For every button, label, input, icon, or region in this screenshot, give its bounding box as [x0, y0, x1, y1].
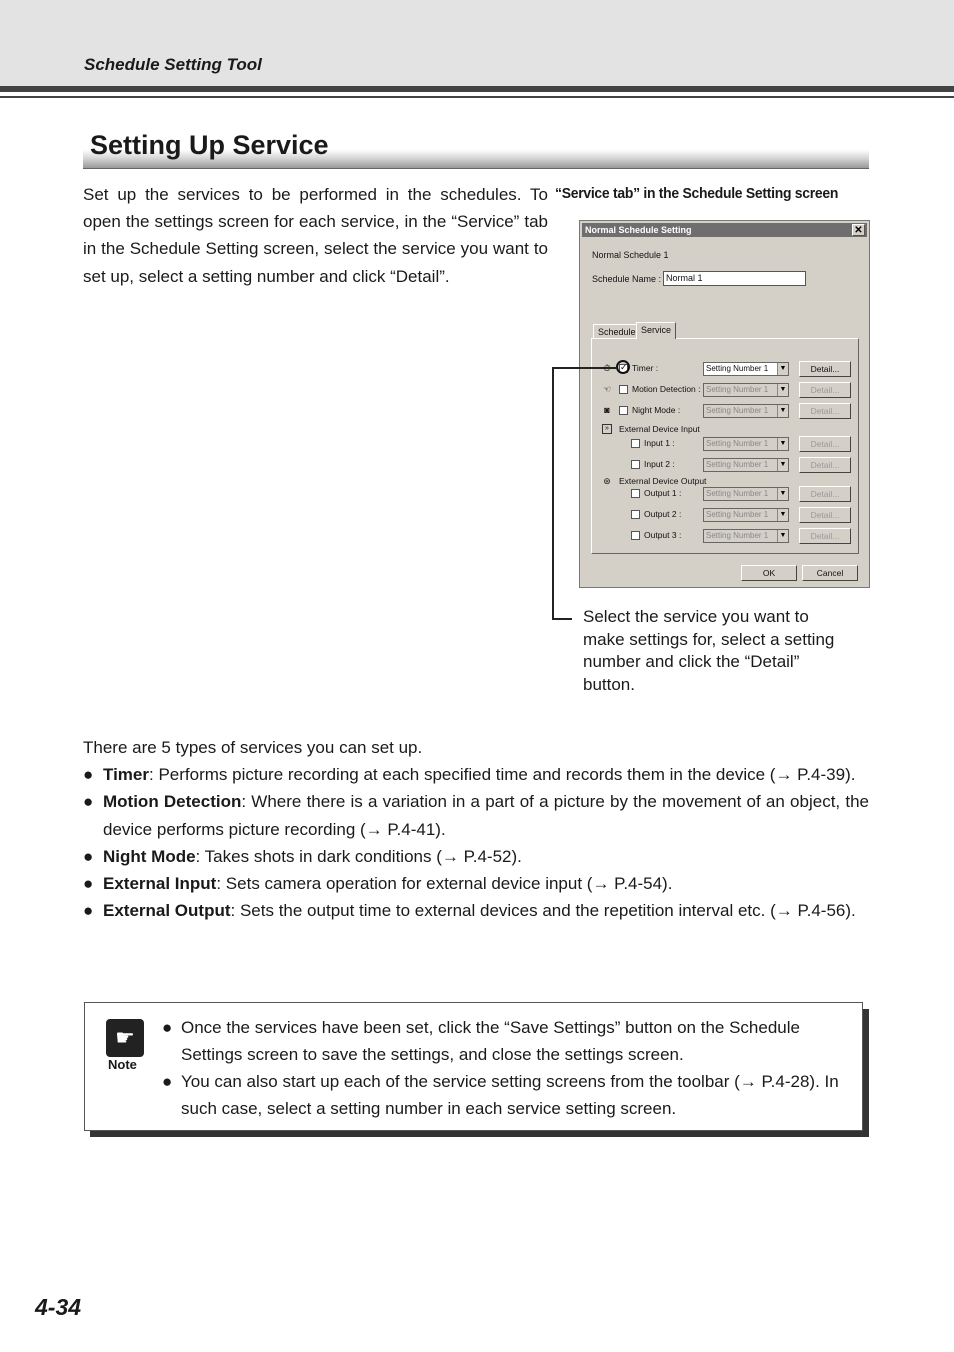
service-row-night	[592, 403, 860, 419]
motion-setting-value: Setting Number 1	[706, 385, 769, 394]
input-2-checkbox[interactable]	[631, 460, 640, 469]
night-checkbox[interactable]	[619, 406, 628, 415]
motion-detail-button[interactable]: Detail...	[799, 382, 851, 398]
chevron-down-icon: ▼	[777, 384, 788, 396]
motion-setting-select[interactable]	[703, 383, 789, 397]
running-header: Schedule Setting Tool	[84, 55, 262, 74]
dialog-title: Normal Schedule Setting	[585, 225, 692, 235]
item-desc: : Where there is a variation in a part of a picture by the movement of an object, the device performs picture recording (→ P.4-41).	[103, 792, 869, 839]
timer-checkbox[interactable]: ✓	[620, 362, 628, 372]
intro-paragraph: Set up the services to be performed in the schedules. To open the settings screen for each service, in the “Service” tab in the Schedule Setting screen, select the service you want to set up, select a setting number and click “Detail”.	[83, 185, 548, 286]
output-3-label: Output 3 :	[644, 530, 682, 540]
bullet-icon: ●	[83, 846, 94, 866]
list-item	[162, 1014, 845, 1068]
note-text: Once the services have been set, click the “Save Settings” button on the Schedule Settings screen to save the settings, and close the settings screen.	[181, 1018, 800, 1064]
service-row-input-2	[592, 457, 860, 473]
item-name: Motion Detection	[103, 792, 242, 812]
schedule-name-input[interactable]: Normal 1	[663, 271, 806, 286]
input-1-label: Input 1 :	[644, 438, 675, 448]
timer-highlight-circle	[616, 360, 630, 374]
bullet-icon: ●	[83, 874, 94, 894]
callout-line-vertical	[552, 367, 554, 619]
external-input-label: External Device Input	[619, 424, 700, 434]
item-name: External Input	[103, 874, 217, 894]
close-icon[interactable]: ✕	[852, 224, 865, 236]
header-rule	[0, 86, 954, 92]
note-list	[162, 1014, 845, 1122]
external-input-icon: »	[602, 424, 612, 434]
output-2-label: Output 2 :	[644, 509, 682, 519]
night-icon: ◙	[604, 405, 610, 415]
figure-callout: Select the service you want to make settings for, select a setting number and click the “Detail” button.	[583, 607, 835, 694]
chevron-down-icon: ▼	[777, 509, 788, 521]
chevron-down-icon: ▼	[777, 488, 788, 500]
output-2-setting-value: Setting Number 1	[706, 510, 769, 519]
item-desc: : Takes shots in dark conditions (→ P.4-52).	[195, 846, 522, 866]
output-3-detail-button[interactable]: Detail...	[799, 528, 851, 544]
item-desc: : Sets the output time to external devices and the repetition interval etc. (→ P.4-56).	[230, 901, 856, 921]
header-rule-thin	[0, 96, 954, 98]
output-1-label: Output 1 :	[644, 488, 682, 498]
timer-setting-value: Setting Number 1	[706, 364, 769, 373]
input-1-detail-button[interactable]: Detail...	[799, 436, 851, 452]
input-2-detail-button[interactable]: Detail...	[799, 457, 851, 473]
bullet-icon: ●	[83, 901, 94, 921]
timer-setting-select[interactable]	[703, 362, 789, 376]
external-output-icon: ⊛	[603, 476, 611, 486]
chevron-down-icon: ▼	[777, 363, 788, 375]
night-setting-select[interactable]	[703, 404, 789, 418]
bullet-icon: ●	[83, 792, 94, 812]
input-1-setting-select[interactable]	[703, 437, 789, 451]
output-1-setting-value: Setting Number 1	[706, 489, 769, 498]
list-item	[83, 897, 869, 924]
output-1-setting-select[interactable]	[703, 487, 789, 501]
service-types-list	[83, 761, 869, 925]
chevron-down-icon: ▼	[777, 459, 788, 471]
bullet-icon: ●	[162, 1072, 173, 1091]
service-row-motion	[592, 382, 860, 398]
service-row-timer	[592, 361, 860, 377]
callout-line-bottom	[552, 618, 572, 620]
schedule-number: Normal Schedule 1	[592, 250, 669, 260]
types-intro: There are 5 types of services you can set up.	[83, 738, 423, 757]
list-item	[83, 788, 869, 843]
callout-line-top	[552, 367, 617, 369]
service-row-input-1	[592, 436, 860, 452]
list-item	[83, 843, 869, 870]
item-name: External Output	[103, 901, 231, 921]
section-heading	[83, 127, 869, 169]
input-1-setting-value: Setting Number 1	[706, 439, 769, 448]
note-label: Note	[108, 1057, 137, 1072]
note-box	[84, 1002, 863, 1131]
motion-checkbox[interactable]	[619, 385, 628, 394]
item-desc: : Sets camera operation for external device input (→ P.4-54).	[216, 874, 673, 894]
list-item	[83, 761, 869, 788]
cancel-button[interactable]: Cancel	[802, 565, 858, 581]
output-3-setting-select[interactable]	[703, 529, 789, 543]
service-row-output-1	[592, 486, 860, 502]
service-row-output-3	[592, 528, 860, 544]
night-setting-value: Setting Number 1	[706, 406, 769, 415]
chevron-down-icon: ▼	[777, 405, 788, 417]
list-item	[162, 1068, 845, 1122]
output-3-checkbox[interactable]	[631, 531, 640, 540]
note-hand-icon: ☛	[106, 1019, 144, 1057]
section-title: Setting Up Service	[90, 130, 329, 160]
item-desc: : Performs picture recording at each specified time and records them in the device (→ P.4-39).	[149, 765, 856, 784]
dialog-titlebar	[582, 223, 867, 237]
output-2-detail-button[interactable]: Detail...	[799, 507, 851, 523]
tab-schedule[interactable]: Schedule	[593, 324, 641, 338]
timer-label: Timer :	[632, 363, 659, 373]
output-3-setting-value: Setting Number 1	[706, 531, 769, 540]
ok-button[interactable]: OK	[741, 565, 797, 581]
motion-icon: ☜	[602, 384, 612, 394]
input-2-setting-select[interactable]	[703, 458, 789, 472]
external-output-label: External Device Output	[619, 476, 707, 486]
bullet-icon: ●	[162, 1018, 173, 1037]
output-1-detail-button[interactable]: Detail...	[799, 486, 851, 502]
chevron-down-icon: ▼	[777, 438, 788, 450]
input-1-checkbox[interactable]	[631, 439, 640, 448]
timer-detail-button[interactable]: Detail...	[799, 361, 851, 377]
bullet-icon: ●	[83, 765, 94, 784]
output-2-checkbox[interactable]	[631, 510, 640, 519]
list-item	[83, 870, 869, 897]
output-2-setting-select[interactable]	[703, 508, 789, 522]
schedule-name-label: Schedule Name :	[592, 274, 662, 284]
note-text: You can also start up each of the service setting screens from the toolbar (→ P.4-28). In such case, select a setting number in each service setting screen.	[181, 1072, 839, 1118]
page-number: 4-34	[35, 1294, 82, 1320]
figure-caption: “Service tab” in the Schedule Setting screen	[555, 185, 839, 202]
tab-service[interactable]: Service	[636, 322, 676, 339]
item-name: Timer	[103, 765, 149, 784]
input-2-label: Input 2 :	[644, 459, 675, 469]
output-1-checkbox[interactable]	[631, 489, 640, 498]
motion-label: Motion Detection :	[632, 384, 701, 394]
item-name: Night Mode	[103, 846, 196, 866]
service-tab-panel	[591, 338, 859, 554]
chevron-down-icon: ▼	[777, 530, 788, 542]
night-detail-button[interactable]: Detail...	[799, 403, 851, 419]
input-2-setting-value: Setting Number 1	[706, 460, 769, 469]
night-label: Night Mode :	[632, 405, 681, 415]
service-row-output-2	[592, 507, 860, 523]
schedule-setting-dialog	[579, 220, 870, 588]
